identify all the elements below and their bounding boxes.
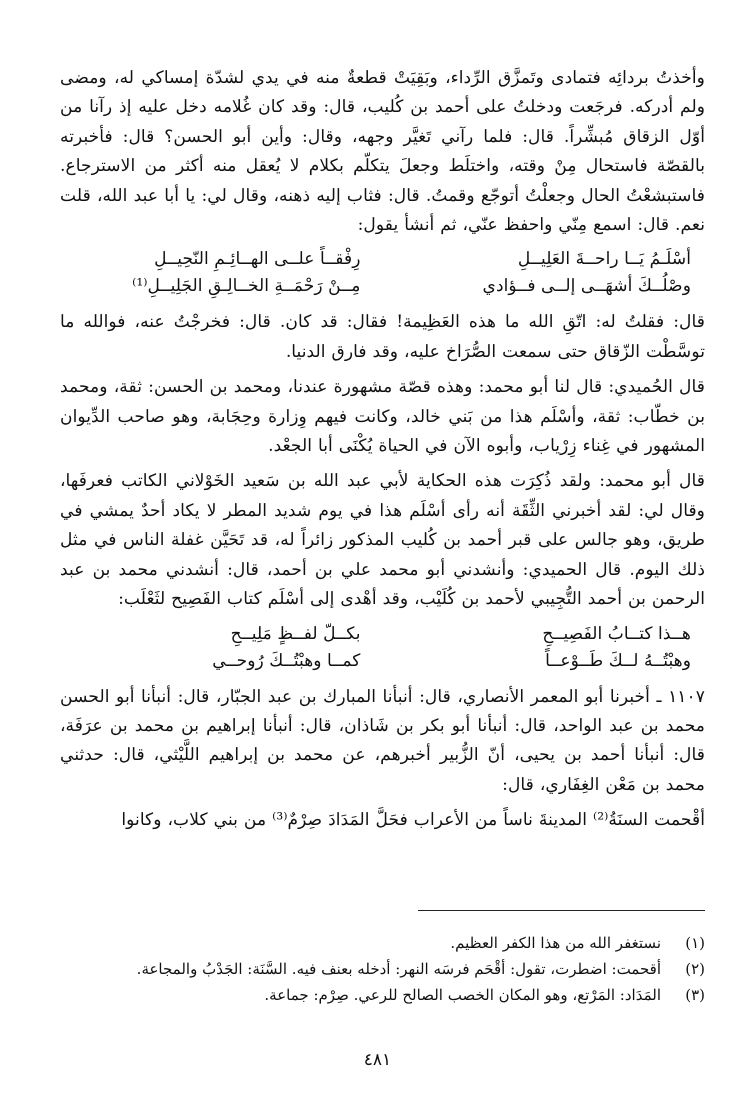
verse-hemistich: كمــا وهبْتُــكَ رُوحــي — [212, 650, 361, 671]
footnote-number: (٢) — [685, 960, 705, 978]
page-number: ٤٨١ — [363, 1050, 392, 1070]
footnote — [60, 982, 705, 1008]
footnotes — [60, 930, 705, 1008]
footnote — [60, 930, 705, 956]
poem-aslam — [74, 246, 691, 300]
paragraph-ending: قال: فقلتُ له: اتّقِ الله ما هذه العَظِيمة! فقال: قد كان. قال: فخرجْتُ عنه، فوالله ما توسَّطْت الزّقاق حتى سمعت الصُّرَاخ عليه، وقد فارق الدنيا. — [60, 312, 705, 362]
paragraph-humaydi: قال الحُميدي: قال لنا أبو محمد: وهذه قصّة مشهورة عندنا، ومحمد بن الحسن: ثقة، ومحمد بن خطّاب: ثقة، وأسْلَم هذا من بَني خالد، وكانت فيهم وِزارة وحِجَابة، وهو صاحب الدِّيوان المشهور في غِناء زِرْياب، وأبوه الآن في الحياة يُكْنَى أبا الجعْد. — [60, 377, 705, 457]
footnote-number: (١) — [685, 934, 705, 952]
verse-hemistich: مِــنْ رَحْمَــةِ الخــالِـقِ الجَلِيــلِ⁽¹⁾ — [132, 276, 361, 297]
footnote-text: المَدَاد: المَرْتع، وهو المكان الخصب الصالح للرعي. صِرْم: جماعة. — [264, 986, 661, 1004]
paragraph-story: وأخذتُ بردائِه فتمادى وتَمزَّق الرِّداء، وبَقِيَتْ قطعةٌ منه في يدي لشدّة إمساكي له، ومضى ولم أدركه. فرجَعت ودخلتُ على أحمد بن كُليب، قال: وقد كان غُلامه دخل عليه إذ رآنا من أوّل الزقاق مُبشِّراً. قال: فلما رآني تَغيَّر وجهه، وقال: وأين أبو الحسن؟ قال: فأخبرته بالقصّة فاستحال مِنْ وقته، واختلَط وجعلَ يتكلّم بكلام لا يُعقل منه أكثر من الاسترجاع. فاستبشعْتُ الحال وجعلْتُ أتوجّع وقمتُ. قال: فثاب إليه ذهنه، وقال لي: يا أبا عبد الله، قلت نعم. قال: اسمع مِنّي واحفظ عنّي، ثم أنشأ يقول: — [60, 68, 705, 236]
paragraph-aqhamat: أقْحمت السنَةُ⁽²⁾ المدينةَ ناساً من الأعراب فحَلَّ المَدَادَ صِرْمٌ⁽³⁾ من بني كلاب، وكانوا — [121, 810, 705, 831]
verse-hemistich: بكــلّ لفــظٍ مَلِيــحِ — [230, 623, 361, 644]
verse-hemistich: رِفْقــاً علــى الهــائِـمِ النّحِيــلِ — [154, 249, 361, 270]
footnote-number: (٣) — [685, 986, 705, 1004]
verse-hemistich: أسْلَـمُ يَــا راحــةَ العَلِيــلِ — [517, 249, 691, 270]
verse-hemistich: هــذا كتــابُ الفَصِيــحِ — [542, 623, 691, 644]
poem-fasih — [74, 621, 691, 675]
paragraph-abu-muhammad: قال أبو محمد: ولقد ذُكِرَت هذه الحكاية لأبي عبد الله بن سَعيد الخَوْلاني الكاتب فعرفَها، وقال لي: لقد أخبرني الثِّقَة أنه رأى أسْلَم هذا في يوم شديد المطر لا يكاد أحدٌ يمشي في طريق، وهو جالس على قبر أحمد بن كُليب المذكور زائراً له، قد تَحَيَّن غفلة الناس في مثل ذلك اليوم. قال الحميدي: وأنشدني أبو محمد علي بن أحمد، قال: أنشدني محمد بن عبد الرحمن بن أحمد التُّجِيبي لأحمد بن كُلَيْب، وقد أهْدى إلى أسْلَم كتاب الفَصِيح لثَعْلَب: — [60, 471, 705, 610]
footnote-divider — [418, 910, 705, 911]
footnote — [60, 956, 705, 982]
paragraph-isnad-1107: ١١٠٧ ـ أخبرنا أبو المعمر الأنصاري، قال: أنبأنا المبارك بن عبد الجبّار، قال: أنبأنا أبو الحسن محمد بن عبد الواحد، قال: أنبأنا أبو بكر بن شَاذان، قال: أنبأنا إبراهيم بن محمد بن عرَفَة، قال: أنبأنا أحمد بن يحيى، أنّ الزُّبير أخبرهم، عن محمد بن إبراهيم اللَّيْثي، قال: حدثني محمد بن مَعْن الغِفَاري، قال: — [60, 686, 705, 795]
page-body — [60, 56, 705, 842]
verse-hemistich: وصْلُــكَ أشهَــى إلــى فــؤادي — [482, 276, 691, 297]
verse-hemistich: وهبْتُــهُ لــكَ طَــوْعــاً — [545, 650, 691, 671]
footnote-text: نستغفر الله من هذا الكفر العظيم. — [450, 934, 661, 952]
footnote-text: أقحمت: اضطرت، تقول: أقْحَم فرسَه النهر: أدخله بعنف فيه. السَّنَة: الجَدْبُ والمجاعة. — [136, 960, 661, 978]
